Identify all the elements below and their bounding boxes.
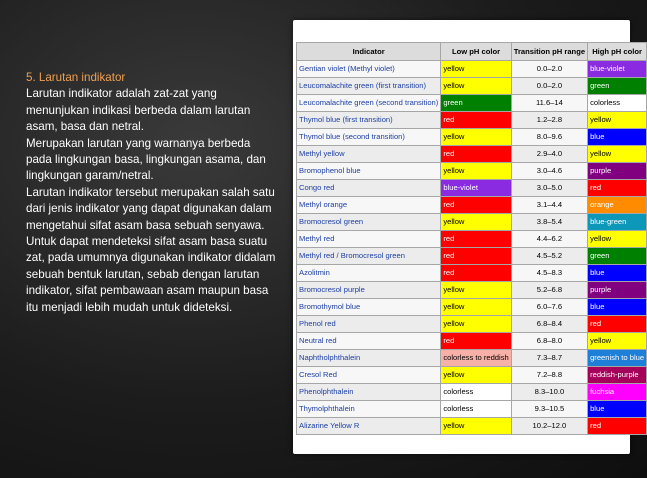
indicator-name-cell: Phenol red	[297, 316, 441, 333]
table-row	[297, 248, 647, 265]
transition-range-cell: 3.0–4.6	[511, 163, 587, 180]
transition-range-cell: 7.3–8.7	[511, 350, 587, 367]
table-row	[297, 146, 647, 163]
transition-range-cell: 0.0–2.0	[511, 78, 587, 95]
table-row	[297, 197, 647, 214]
indicator-name-cell: Bromocresol purple	[297, 282, 441, 299]
header-indicator: Indicator	[297, 43, 441, 61]
high-ph-color-cell: yellow	[588, 112, 647, 129]
indicator-name-cell: Cresol Red	[297, 367, 441, 384]
indicator-name-cell: Methyl yellow	[297, 146, 441, 163]
low-ph-color-cell: red	[441, 265, 511, 282]
indicator-name-cell: Neutral red	[297, 333, 441, 350]
table-row	[297, 350, 647, 367]
low-ph-color-cell: yellow	[441, 61, 511, 78]
paragraph-color-difference: Merupakan larutan yang warnanya berbeda pada lingkungan basa, lingkungan asama, dan lingkungan garam/netral.	[26, 136, 266, 183]
indicator-name-cell: Thymolphthalein	[297, 401, 441, 418]
indicator-name-cell: Alizarine Yellow R	[297, 418, 441, 435]
high-ph-color-cell: blue	[588, 401, 647, 418]
high-ph-color-cell: yellow	[588, 146, 647, 163]
low-ph-color-cell: colorless	[441, 401, 511, 418]
low-ph-color-cell: yellow	[441, 316, 511, 333]
transition-range-cell: 3.1–4.4	[511, 197, 587, 214]
table-row	[297, 61, 647, 78]
transition-range-cell: 11.6–14	[511, 95, 587, 112]
transition-range-cell: 10.2–12.0	[511, 418, 587, 435]
indicator-name-cell: Methyl orange	[297, 197, 441, 214]
high-ph-color-cell: red	[588, 180, 647, 197]
indicator-name-cell: Methyl red	[297, 231, 441, 248]
transition-range-cell: 6.8–8.4	[511, 316, 587, 333]
indicator-name-cell: Thymol blue (second transition)	[297, 129, 441, 146]
high-ph-color-cell: fuchsia	[588, 384, 647, 401]
low-ph-color-cell: yellow	[441, 282, 511, 299]
high-ph-color-cell: blue	[588, 265, 647, 282]
high-ph-color-cell: purple	[588, 163, 647, 180]
table-header-row	[297, 43, 647, 61]
transition-range-cell: 4.5–5.2	[511, 248, 587, 265]
table-row	[297, 282, 647, 299]
high-ph-color-cell: green	[588, 248, 647, 265]
transition-range-cell: 6.0–7.6	[511, 299, 587, 316]
transition-range-cell: 7.2–8.8	[511, 367, 587, 384]
indicator-name-cell: Bromothymol blue	[297, 299, 441, 316]
table-row	[297, 78, 647, 95]
high-ph-color-cell: reddish-purple	[588, 367, 647, 384]
table-row	[297, 299, 647, 316]
low-ph-color-cell: red	[441, 197, 511, 214]
indicator-name-cell: Azolitmin	[297, 265, 441, 282]
indicator-name-cell: Leucomalachite green (second transition)	[297, 95, 441, 112]
low-ph-color-cell: yellow	[441, 214, 511, 231]
high-ph-color-cell: greenish to blue	[588, 350, 647, 367]
low-ph-color-cell: red	[441, 112, 511, 129]
high-ph-color-cell: purple	[588, 282, 647, 299]
indicator-name-cell: Bromocresol green	[297, 214, 441, 231]
transition-range-cell: 3.0–5.0	[511, 180, 587, 197]
transition-range-cell: 2.9–4.0	[511, 146, 587, 163]
transition-range-cell: 1.2–2.8	[511, 112, 587, 129]
low-ph-color-cell: red	[441, 333, 511, 350]
table-row	[297, 231, 647, 248]
high-ph-color-cell: red	[588, 316, 647, 333]
low-ph-color-cell: yellow	[441, 299, 511, 316]
high-ph-color-cell: yellow	[588, 231, 647, 248]
transition-range-cell: 4.5–8.3	[511, 265, 587, 282]
table-row	[297, 129, 647, 146]
table-row	[297, 163, 647, 180]
high-ph-color-cell: blue-green	[588, 214, 647, 231]
indicator-table	[296, 42, 647, 435]
transition-range-cell: 8.0–9.6	[511, 129, 587, 146]
table-row	[297, 316, 647, 333]
table-row	[297, 180, 647, 197]
low-ph-color-cell: red	[441, 231, 511, 248]
indicator-name-cell: Methyl red / Bromocresol green	[297, 248, 441, 265]
low-ph-color-cell: yellow	[441, 367, 511, 384]
paragraph-detection: Larutan indikator tersebut merupakan salah satu dari jenis indikator yang dapat digunakan dalam mengetahui sifat asam basa sebuah senyawa. Untuk dapat mendeteksi sifat asam basa suatu zat, pada umumnya digunakan indikator didalam sebuah bentuk larutan, sebab dengan larutan indikator, sifat pembawaan asam maupun basa itu menjadi lebih mudah untuk dideteksi.	[26, 185, 276, 314]
transition-range-cell: 5.2–6.8	[511, 282, 587, 299]
paragraph-definition: Larutan indikator adalah zat-zat yang menunjukan indikasi berbeda dalam larutan asam, basa dan netral.	[26, 87, 251, 134]
slide-text-block	[26, 70, 276, 316]
low-ph-color-cell: colorless to reddish	[441, 350, 511, 367]
high-ph-color-cell: orange	[588, 197, 647, 214]
table-row	[297, 367, 647, 384]
indicator-name-cell: Bromophenol blue	[297, 163, 441, 180]
transition-range-cell: 4.4–6.2	[511, 231, 587, 248]
section-heading: 5. Larutan indikator	[26, 71, 126, 84]
high-ph-color-cell: blue	[588, 299, 647, 316]
high-ph-color-cell: blue	[588, 129, 647, 146]
transition-range-cell: 9.3–10.5	[511, 401, 587, 418]
table-row	[297, 418, 647, 435]
table-row	[297, 265, 647, 282]
indicator-name-cell: Leucomalachite green (first transition)	[297, 78, 441, 95]
transition-range-cell: 3.8–5.4	[511, 214, 587, 231]
low-ph-color-cell: yellow	[441, 129, 511, 146]
table-row	[297, 95, 647, 112]
low-ph-color-cell: colorless	[441, 384, 511, 401]
high-ph-color-cell: colorless	[588, 95, 647, 112]
header-low-ph-color: Low pH color	[441, 43, 511, 61]
low-ph-color-cell: blue-violet	[441, 180, 511, 197]
low-ph-color-cell: yellow	[441, 78, 511, 95]
high-ph-color-cell: blue-violet	[588, 61, 647, 78]
low-ph-color-cell: yellow	[441, 418, 511, 435]
high-ph-color-cell: red	[588, 418, 647, 435]
indicator-name-cell: Phenolphthalein	[297, 384, 441, 401]
table-row	[297, 384, 647, 401]
indicator-name-cell: Naphtholphthalein	[297, 350, 441, 367]
table-row	[297, 112, 647, 129]
table-body	[297, 61, 647, 435]
table-row	[297, 214, 647, 231]
indicator-table-card	[293, 20, 645, 454]
low-ph-color-cell: red	[441, 248, 511, 265]
indicator-name-cell: Congo red	[297, 180, 441, 197]
transition-range-cell: 6.8–8.0	[511, 333, 587, 350]
indicator-name-cell: Gentian violet (Methyl violet)	[297, 61, 441, 78]
low-ph-color-cell: yellow	[441, 163, 511, 180]
indicator-name-cell: Thymol blue (first transition)	[297, 112, 441, 129]
transition-range-cell: 0.0–2.0	[511, 61, 587, 78]
header-high-ph-color: High pH color	[588, 43, 647, 61]
high-ph-color-cell: green	[588, 78, 647, 95]
low-ph-color-cell: red	[441, 146, 511, 163]
high-ph-color-cell: yellow	[588, 333, 647, 350]
table-row	[297, 333, 647, 350]
transition-range-cell: 8.3–10.0	[511, 384, 587, 401]
header-transition-range: Transition pH range	[511, 43, 587, 61]
table-row	[297, 401, 647, 418]
low-ph-color-cell: green	[441, 95, 511, 112]
